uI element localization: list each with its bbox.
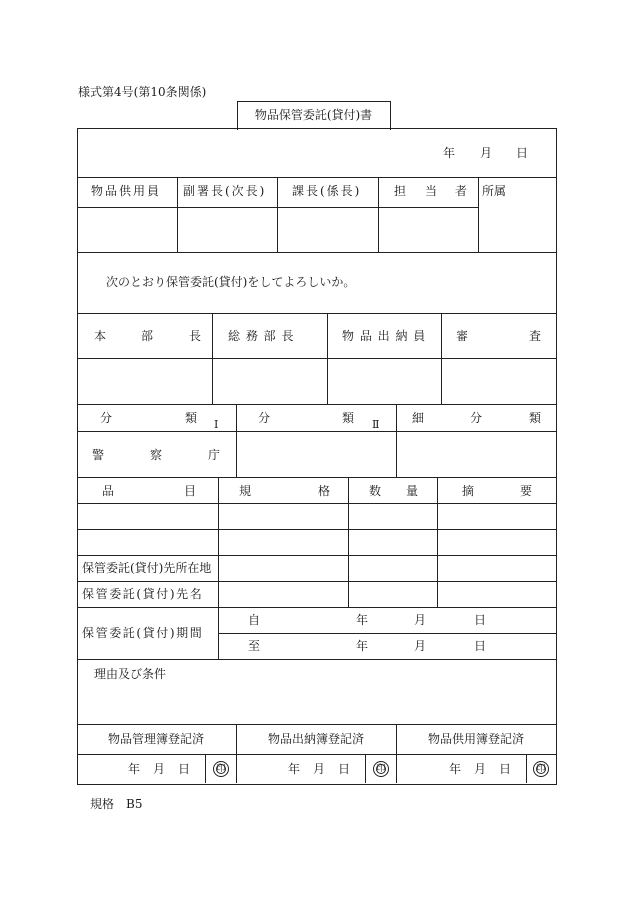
- hq-general-label: 総 務 部 長: [228, 329, 295, 343]
- item-name-label-1: 品: [102, 484, 115, 498]
- approver-deputy-label: 副署長(次長): [183, 184, 267, 198]
- approver-staff-label-1: 担: [394, 184, 407, 198]
- registry-out-label: 物品出納簿登記済: [268, 732, 365, 746]
- subclass-label-2: 分: [470, 411, 483, 425]
- registry-out-month: 月: [313, 762, 326, 776]
- seal-icon: 印: [373, 761, 389, 777]
- class1-label-1: 分: [100, 411, 113, 425]
- class1-number: Ⅰ: [214, 418, 219, 431]
- registry-mgmt-label: 物品管理簿登記済: [108, 732, 205, 746]
- registry-out-year: 年: [288, 762, 301, 776]
- hq-head-label-1: 本: [94, 329, 107, 343]
- address-label: 保管委託(貸付)先所在地: [82, 561, 212, 575]
- class1-label-2: 類: [185, 411, 198, 425]
- item-qty-label-2: 量: [406, 484, 419, 498]
- item-note-label-2: 要: [520, 484, 533, 498]
- period-label: 保管委託(貸付)期間: [82, 626, 204, 640]
- approver-dept-label: 所属: [482, 184, 507, 198]
- subclass-label-1: 細: [412, 411, 425, 425]
- registry-use-year: 年: [449, 762, 462, 776]
- registry-use-label: 物品供用簿登記済: [428, 732, 525, 746]
- class2-label-1: 分: [258, 411, 271, 425]
- date-year-label: 年: [443, 146, 456, 160]
- item-note-label-1: 摘: [462, 484, 475, 498]
- hq-head-label-3: 長: [189, 329, 202, 343]
- registry-use-month: 月: [474, 762, 487, 776]
- hq-head-label-2: 部: [141, 329, 154, 343]
- date-day-label: 日: [516, 146, 529, 160]
- period-to-day: 日: [474, 639, 487, 653]
- registry-use-day: 日: [499, 762, 512, 776]
- period-from-year: 年: [356, 613, 369, 627]
- agency-label-1: 警: [92, 448, 105, 462]
- subclass-label-3: 類: [529, 411, 542, 425]
- hq-review-label-1: 審: [456, 329, 469, 343]
- seal-icon: 印: [213, 761, 229, 777]
- item-qty-label-1: 数: [369, 484, 382, 498]
- agency-label-3: 庁: [208, 448, 221, 462]
- approver-staff-label-2: 当: [425, 184, 438, 198]
- recipient-label: 保管委託(貸付)先名: [82, 587, 204, 601]
- item-spec-label-1: 規: [239, 484, 252, 498]
- item-spec-label-2: 格: [318, 484, 331, 498]
- form-title: 物品保管委託(貸付)書: [254, 108, 373, 122]
- reason-label: 理由及び条件: [94, 667, 167, 681]
- period-to-year: 年: [356, 639, 369, 653]
- registry-mgmt-year: 年: [128, 762, 141, 776]
- period-from-month: 月: [414, 613, 427, 627]
- approver-chief-label: 課長(係長): [292, 184, 362, 198]
- item-name-label-2: 目: [184, 484, 197, 498]
- form-number: 様式第4号(第10条関係): [78, 85, 207, 99]
- approver-user-label: 物品供用員: [91, 184, 162, 198]
- date-month-label: 月: [480, 146, 493, 160]
- seal-icon: 印: [533, 761, 549, 777]
- period-to-label: 至: [248, 639, 261, 653]
- class2-label-2: 類: [342, 411, 355, 425]
- approver-staff-label-3: 者: [455, 184, 468, 198]
- request-message: 次のとおり保管委託(貸付)をしてよろしいか。: [106, 275, 356, 289]
- form-frame: [77, 128, 557, 785]
- registry-mgmt-month: 月: [153, 762, 166, 776]
- registry-out-day: 日: [338, 762, 351, 776]
- period-to-month: 月: [414, 639, 427, 653]
- registry-mgmt-day: 日: [178, 762, 191, 776]
- period-from-label: 自: [248, 613, 261, 627]
- class2-number: Ⅱ: [372, 418, 380, 431]
- agency-label-2: 察: [150, 448, 163, 462]
- hq-review-label-2: 査: [529, 329, 542, 343]
- period-from-day: 日: [474, 613, 487, 627]
- paper-size-note: 規格 B5: [90, 797, 143, 811]
- hq-clerk-label: 物 品 出 納 員: [342, 329, 427, 343]
